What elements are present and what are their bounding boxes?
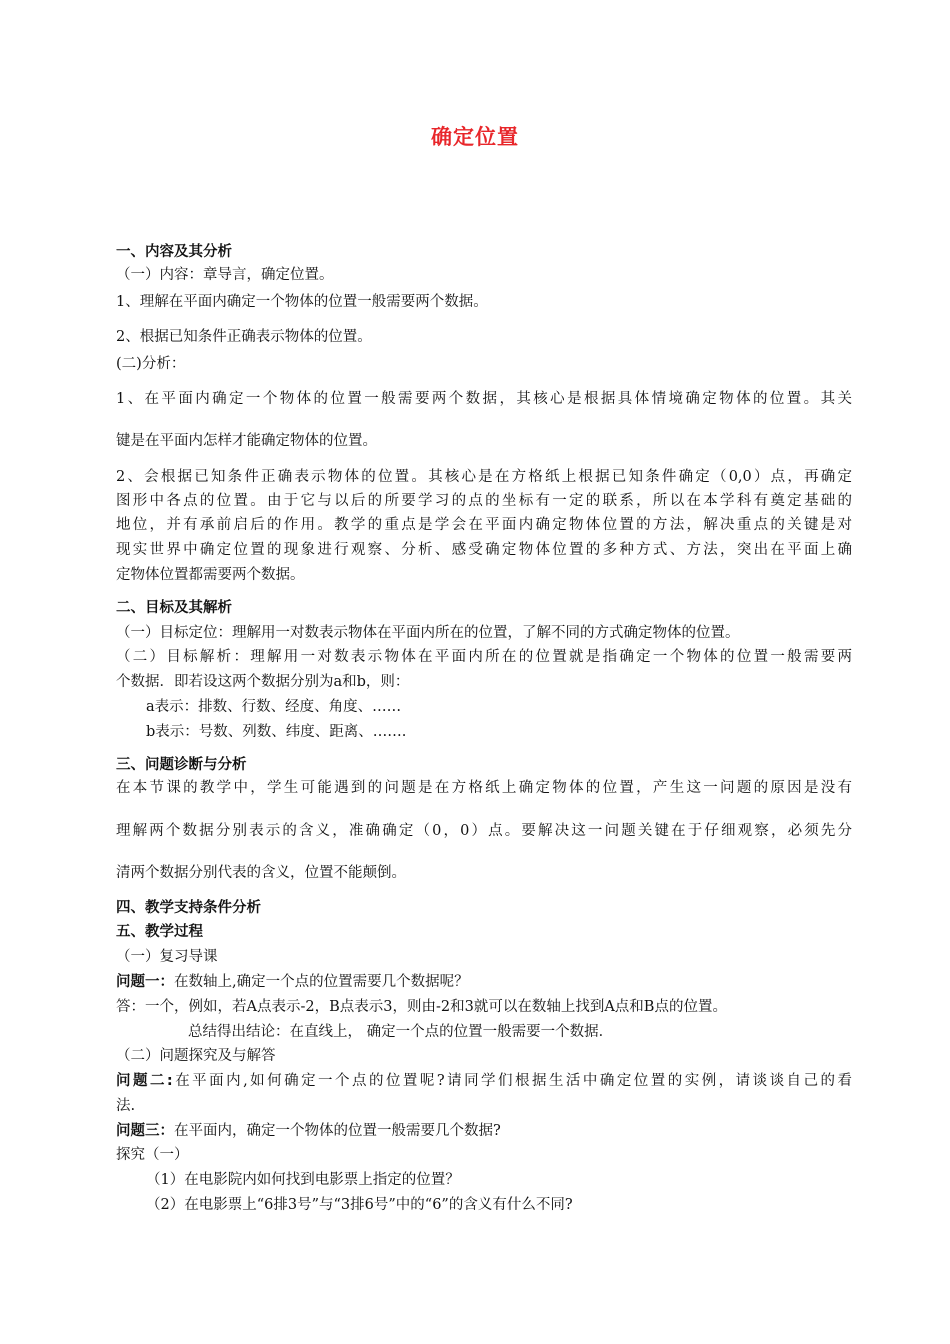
- analysis-para-2-line-5: 定物体位置都需要两个数据。: [116, 567, 305, 583]
- explore-item-2: （2）在电影票上“6排3号”与“3排6号”中的“6”的含义有什么不同?: [146, 1197, 573, 1213]
- question-2: [116, 1071, 852, 1091]
- content-line: （一）内容：章导言，确定位置。: [116, 267, 334, 283]
- goal-line-1: （一）目标定位：理解用一对数表示物体在平面内所在的位置，了解不同的方式确定物体的位置。: [116, 625, 740, 641]
- question-1: [116, 972, 469, 992]
- analysis-label: (二)分析：: [116, 356, 186, 372]
- question-3-label: 问题三：: [116, 1123, 174, 1139]
- analysis-para-2-line-3: 地位，并有承前启后的作用。教学的重点是学会在平面内确定物体位置的方法，解决重点的关键是对: [116, 517, 852, 533]
- subsection-review: （一）复习导课: [116, 949, 218, 965]
- question-1-text: 在数轴上,确定一个点的位置需要几个数据呢？: [174, 974, 469, 990]
- question-3: [116, 1121, 501, 1141]
- page-title: 确定位置: [431, 125, 519, 149]
- question-2-label: 问题二:: [116, 1073, 173, 1089]
- section-heading-5: 五、教学过程: [116, 924, 203, 940]
- explore-item-1: （1）在电影院内如何找到电影票上指定的位置？: [146, 1172, 460, 1188]
- diagnosis-line-3: 清两个数据分别代表的含义，位置不能颠倒。: [116, 865, 406, 881]
- a-meaning: a表示：排数、行数、经度、角度、……: [146, 699, 402, 715]
- question-2-cont: 法.: [116, 1098, 136, 1114]
- section-heading-2: 二、目标及其解析: [116, 600, 232, 616]
- content-point-2: 2、根据已知条件正确表示物体的位置。: [116, 329, 372, 345]
- section-heading-3: 三、问题诊断与分析: [116, 757, 247, 773]
- question-2-text: 在平面内,如何确定一个点的位置呢?请同学们根据生活中确定位置的实例，请谈谈自己的看: [172, 1073, 852, 1089]
- goal-line-3: 个数据．即若设这两个数据分别为a和b，则：: [116, 674, 410, 690]
- question-3-text: 在平面内，确定一个物体的位置一般需要几个数据?: [174, 1123, 501, 1139]
- goal-line-2: （二）目标解析：理解用一对数表示物体在平面内所在的位置就是指确定一个物体的位置一般需要两: [116, 649, 852, 665]
- analysis-para-1-line-1: 1、在平面内确定一个物体的位置一般需要两个数据，其核心是根据具体情境确定物体的位置。其关: [116, 391, 852, 407]
- section-heading-1: 一、内容及其分析: [116, 244, 232, 260]
- diagnosis-line-2: 理解两个数据分别表示的含义，准确确定（0，0）点。要解决这一问题关键在于仔细观察，必须先分: [116, 823, 852, 839]
- question-1-label: 问题一：: [116, 974, 174, 990]
- conclusion-1: 总结得出结论：在直线上， 确定一个点的位置一般需要一个数据．: [188, 1024, 614, 1040]
- subsection-explore: （二）问题探究及与解答: [116, 1048, 276, 1064]
- analysis-para-2-line-1: 2、会根据已知条件正确表示物体的位置。其核心是在方格纸上根据已知条件确定（0,0）点，再确定: [116, 469, 852, 485]
- section-heading-4: 四、教学支持条件分析: [116, 900, 261, 916]
- b-meaning: b表示：号数、列数、纬度、距离、…….: [146, 724, 407, 740]
- explore-label: 探究（一）: [116, 1147, 189, 1163]
- answer-1: 答：一个，例如，若A点表示-2，B点表示3，则由-2和3就可以在数轴上找到A点和B点的位置。: [116, 999, 727, 1015]
- analysis-para-1-line-2: 键是在平面内怎样才能确定物体的位置。: [116, 433, 377, 449]
- analysis-para-2-line-2: 图形中各点的位置。由于它与以后的所要学习的点的坐标有一定的联系，所以在本学科有奠定基础的: [116, 493, 852, 509]
- content-point-1: 1、理解在平面内确定一个物体的位置一般需要两个数据。: [116, 294, 488, 310]
- analysis-para-2-line-4: 现实世界中确定位置的现象进行观察、分析、感受确定物体位置的多种方式、方法，突出在平面上确: [116, 542, 852, 558]
- diagnosis-line-1: 在本节课的教学中，学生可能遇到的问题是在方格纸上确定物体的位置，产生这一问题的原因是没有: [116, 780, 852, 796]
